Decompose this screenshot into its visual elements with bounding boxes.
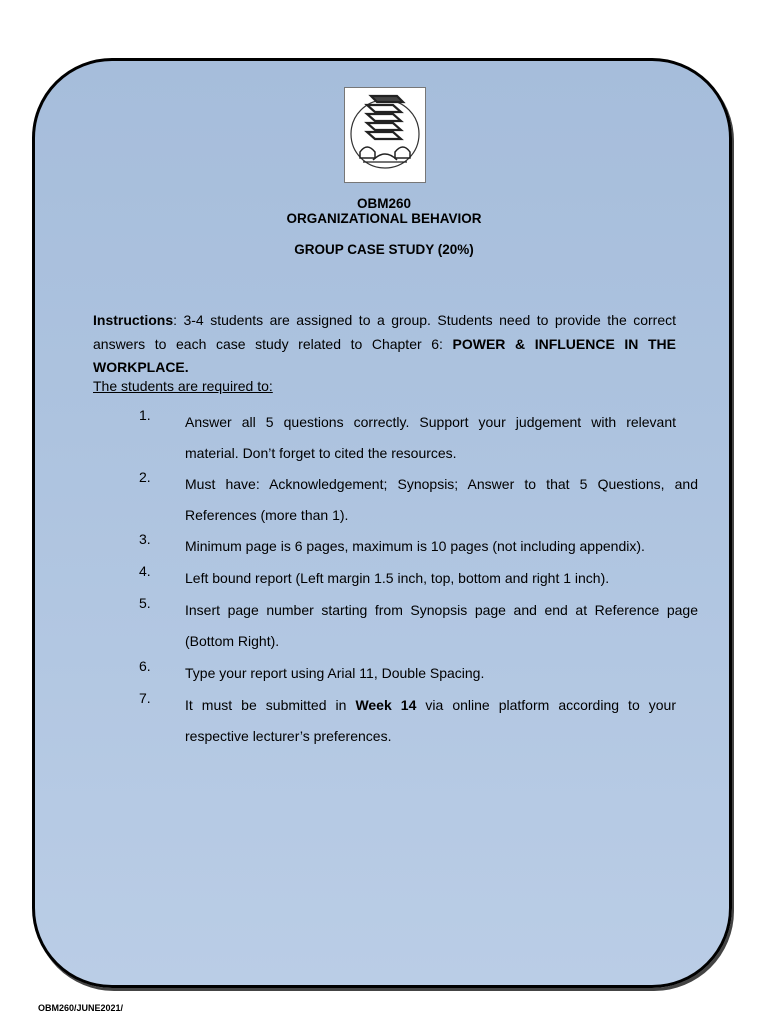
item-number: 3.: [139, 531, 151, 547]
item-text: Answer all 5 questions correctly. Support your judgement with relevant material. Don’t forget to cited the resources.: [185, 414, 676, 461]
item-number: 4.: [139, 563, 151, 579]
course-title: ORGANIZATIONAL BEHAVIOR: [286, 211, 482, 226]
item-number: 5.: [139, 595, 151, 611]
item-number: 2.: [139, 469, 151, 485]
item-text: [185, 690, 676, 752]
instructions-text: : 3-4 students are assigned to a group. Students need to provide the correct answers to each case study related to Chapter 6:: [93, 312, 676, 352]
item-text: Minimum page is 6 pages, maximum is 10 pages (not including appendix).: [185, 538, 645, 554]
item-text-before: It must be submitted in: [185, 697, 356, 713]
item-text: Left bound report (Left margin 1.5 inch, top, bottom and right 1 inch).: [185, 570, 610, 586]
item-number: 7.: [139, 690, 151, 706]
item-text: Type your report using Arial 11, Double Spacing.: [185, 665, 485, 681]
page-footer: OBM260/JUNE2021/: [38, 1003, 124, 1013]
item-text: Must have: Acknowledgement; Synopsis; Answer to that 5 Questions, and References (more than 1).: [185, 476, 698, 523]
instructions-paragraph: [93, 309, 676, 380]
university-crest-icon: [345, 88, 425, 182]
submission-week: Week 14: [355, 697, 417, 713]
item-text-after: via online platform according to your respective lecturer’s preferences.: [185, 697, 676, 744]
chapter-topic: POWER & INFLUENCE IN THE WORKPLACE.: [93, 335, 677, 375]
course-code: OBM260: [356, 196, 412, 211]
instructions-label: Instructions: [93, 312, 174, 328]
required-heading: The students are required to:: [93, 378, 273, 394]
item-number: 6.: [139, 658, 151, 674]
item-number: 1.: [139, 407, 151, 423]
item-text: Insert page number starting from Synopsis page and end at Reference page (Bottom Right).: [185, 602, 698, 649]
assessment-title: GROUP CASE STUDY (20%): [294, 242, 474, 257]
university-logo: [344, 87, 426, 183]
